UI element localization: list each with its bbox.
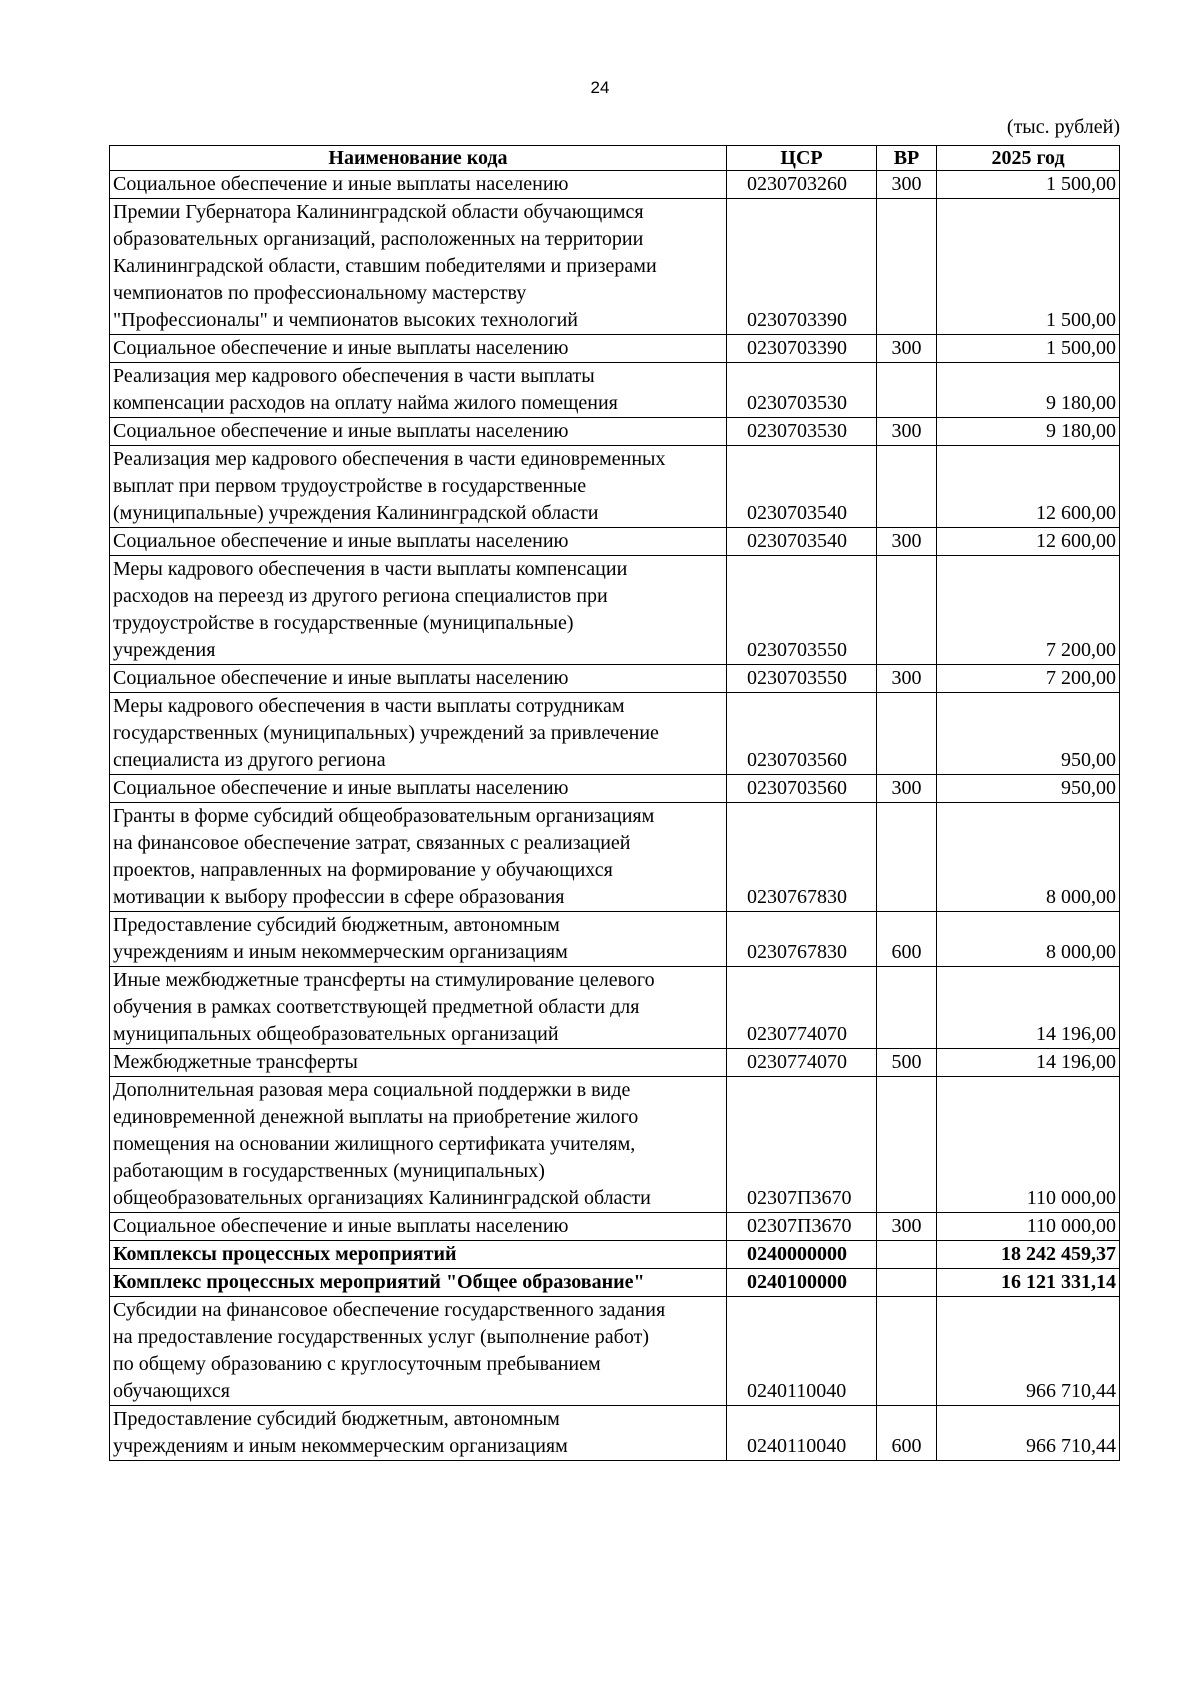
row-sum-cell: 950,00 — [937, 775, 1120, 803]
row-sum-cell: 110 000,00 — [937, 1213, 1120, 1241]
table-row — [110, 1077, 1120, 1213]
table-row — [110, 418, 1120, 446]
table-row — [110, 528, 1120, 556]
table-row — [110, 199, 1120, 335]
row-sum-cell: 12 600,00 — [937, 528, 1120, 556]
row-csr-cell: 0230703540 — [727, 446, 877, 528]
row-name-cell: Комплексы процессных мероприятий — [110, 1241, 727, 1269]
row-csr-cell: 0240110040 — [727, 1406, 877, 1461]
row-vr-cell — [877, 363, 937, 418]
table-row — [110, 775, 1120, 803]
row-name-cell: Социальное обеспечение и иные выплаты населению — [110, 1213, 727, 1241]
row-csr-cell: 0230774070 — [727, 1049, 877, 1077]
row-csr-cell: 0240110040 — [727, 1297, 877, 1406]
table-row — [110, 446, 1120, 528]
row-vr-cell: 300 — [877, 335, 937, 363]
row-csr-cell: 0230703390 — [727, 335, 877, 363]
row-csr-cell: 0230774070 — [727, 967, 877, 1049]
table-row — [110, 1297, 1120, 1406]
units-label: (тыс. рублей) — [1006, 116, 1120, 138]
header-vr: ВР — [877, 146, 937, 171]
row-name-cell: Социальное обеспечение и иные выплаты населению — [110, 528, 727, 556]
budget-table — [109, 145, 1120, 1461]
row-csr-cell: 0230767830 — [727, 912, 877, 967]
table-row — [110, 912, 1120, 967]
row-vr-cell — [877, 1269, 937, 1297]
row-name-cell: Дополнительная разовая мера социальной поддержки в виде единовременной денежной выплаты на приобретение жилого помещения на основании жилищного сертификата учителям, работающим в государственных (муниципальных) общеобразовательных организациях Калининградской области — [110, 1077, 727, 1213]
row-csr-cell: 0230703530 — [727, 363, 877, 418]
row-sum-cell: 18 242 459,37 — [937, 1241, 1120, 1269]
row-csr-cell: 0230767830 — [727, 803, 877, 912]
row-csr-cell: 0240000000 — [727, 1241, 877, 1269]
header-name: Наименование кода — [110, 146, 727, 171]
table-row — [110, 556, 1120, 665]
row-sum-cell: 9 180,00 — [937, 418, 1120, 446]
table-row — [110, 693, 1120, 775]
row-name-cell: Меры кадрового обеспечения в части выплаты компенсации расходов на переезд из другого региона специалистов при трудоустройстве в государственные (муниципальные) учреждения — [110, 556, 727, 665]
row-name-cell: Иные межбюджетные трансферты на стимулирование целевого обучения в рамках соответствующей предметной области для муниципальных общеобразовательных организаций — [110, 967, 727, 1049]
row-sum-cell: 12 600,00 — [937, 446, 1120, 528]
row-name-cell: Премии Губернатора Калининградской области обучающимся образовательных организаций, расположенных на территории Калининградской области, ставшим победителями и призерами чемпионатов по профессиональному мастерству "Профессионалы" и чемпионатов высоких технологий — [110, 199, 727, 335]
row-csr-cell: 0240100000 — [727, 1269, 877, 1297]
table-row — [110, 1269, 1120, 1297]
row-sum-cell: 8 000,00 — [937, 912, 1120, 967]
row-csr-cell: 0230703550 — [727, 556, 877, 665]
row-vr-cell: 300 — [877, 775, 937, 803]
page-number: 24 — [590, 78, 610, 97]
table-row — [110, 1241, 1120, 1269]
row-sum-cell: 110 000,00 — [937, 1077, 1120, 1213]
row-vr-cell: 300 — [877, 665, 937, 693]
row-name-cell: Предоставление субсидий бюджетным, автономным учреждениям и иным некоммерческим организациям — [110, 1406, 727, 1461]
table-row — [110, 335, 1120, 363]
row-csr-cell: 0230703560 — [727, 693, 877, 775]
row-sum-cell: 14 196,00 — [937, 1049, 1120, 1077]
table-row — [110, 1213, 1120, 1241]
table-row — [110, 803, 1120, 912]
row-csr-cell: 0230703550 — [727, 665, 877, 693]
row-name-cell: Социальное обеспечение и иные выплаты населению — [110, 418, 727, 446]
row-csr-cell: 0230703260 — [727, 171, 877, 199]
row-name-cell: Социальное обеспечение и иные выплаты населению — [110, 775, 727, 803]
table-row — [110, 1406, 1120, 1461]
row-sum-cell: 7 200,00 — [937, 556, 1120, 665]
row-vr-cell — [877, 1241, 937, 1269]
row-vr-cell: 300 — [877, 528, 937, 556]
row-sum-cell: 14 196,00 — [937, 967, 1120, 1049]
row-vr-cell: 600 — [877, 912, 937, 967]
row-vr-cell — [877, 199, 937, 335]
row-name-cell: Комплекс процессных мероприятий "Общее образование" — [110, 1269, 727, 1297]
table-row — [110, 665, 1120, 693]
table-header-row — [110, 146, 1120, 171]
row-name-cell: Реализация мер кадрового обеспечения в части выплаты компенсации расходов на оплату найма жилого помещения — [110, 363, 727, 418]
row-sum-cell: 1 500,00 — [937, 199, 1120, 335]
row-sum-cell: 8 000,00 — [937, 803, 1120, 912]
table-row — [110, 171, 1120, 199]
row-csr-cell: 0230703540 — [727, 528, 877, 556]
table-row — [110, 363, 1120, 418]
row-sum-cell: 1 500,00 — [937, 171, 1120, 199]
row-name-cell: Межбюджетные трансферты — [110, 1049, 727, 1077]
table-body — [110, 171, 1120, 1461]
row-vr-cell — [877, 693, 937, 775]
row-csr-cell: 0230703530 — [727, 418, 877, 446]
row-name-cell: Социальное обеспечение и иные выплаты населению — [110, 665, 727, 693]
row-vr-cell — [877, 556, 937, 665]
table-row — [110, 967, 1120, 1049]
row-csr-cell: 0230703390 — [727, 199, 877, 335]
row-vr-cell — [877, 446, 937, 528]
row-sum-cell: 950,00 — [937, 693, 1120, 775]
row-sum-cell: 9 180,00 — [937, 363, 1120, 418]
row-sum-cell: 16 121 331,14 — [937, 1269, 1120, 1297]
row-vr-cell: 500 — [877, 1049, 937, 1077]
row-name-cell: Меры кадрового обеспечения в части выплаты сотрудникам государственных (муниципальных) учреждений за привлечение специалиста из другого региона — [110, 693, 727, 775]
header-csr: ЦСР — [727, 146, 877, 171]
row-name-cell: Субсидии на финансовое обеспечение государственного задания на предоставление государственных услуг (выполнение работ) по общему образованию с круглосуточным пребыванием обучающихся — [110, 1297, 727, 1406]
row-vr-cell — [877, 1077, 937, 1213]
table-row — [110, 1049, 1120, 1077]
row-vr-cell: 600 — [877, 1406, 937, 1461]
row-vr-cell: 300 — [877, 1213, 937, 1241]
row-sum-cell: 966 710,44 — [937, 1406, 1120, 1461]
row-csr-cell: 0230703560 — [727, 775, 877, 803]
row-sum-cell: 966 710,44 — [937, 1297, 1120, 1406]
row-csr-cell: 02307П3670 — [727, 1213, 877, 1241]
row-name-cell: Социальное обеспечение и иные выплаты населению — [110, 171, 727, 199]
row-vr-cell — [877, 967, 937, 1049]
row-vr-cell — [877, 803, 937, 912]
row-sum-cell: 1 500,00 — [937, 335, 1120, 363]
row-csr-cell: 02307П3670 — [727, 1077, 877, 1213]
row-vr-cell: 300 — [877, 418, 937, 446]
row-sum-cell: 7 200,00 — [937, 665, 1120, 693]
row-name-cell: Социальное обеспечение и иные выплаты населению — [110, 335, 727, 363]
header-sum: 2025 год — [937, 146, 1120, 171]
row-vr-cell — [877, 1297, 937, 1406]
row-name-cell: Реализация мер кадрового обеспечения в части единовременных выплат при первом трудоустройстве в государственные (муниципальные) учреждения Калининградской области — [110, 446, 727, 528]
row-vr-cell: 300 — [877, 171, 937, 199]
row-name-cell: Предоставление субсидий бюджетным, автономным учреждениям и иным некоммерческим организациям — [110, 912, 727, 967]
row-name-cell: Гранты в форме субсидий общеобразовательным организациям на финансовое обеспечение затрат, связанных с реализацией проектов, направленных на формирование у обучающихся мотивации к выбору профессии в сфере образования — [110, 803, 727, 912]
